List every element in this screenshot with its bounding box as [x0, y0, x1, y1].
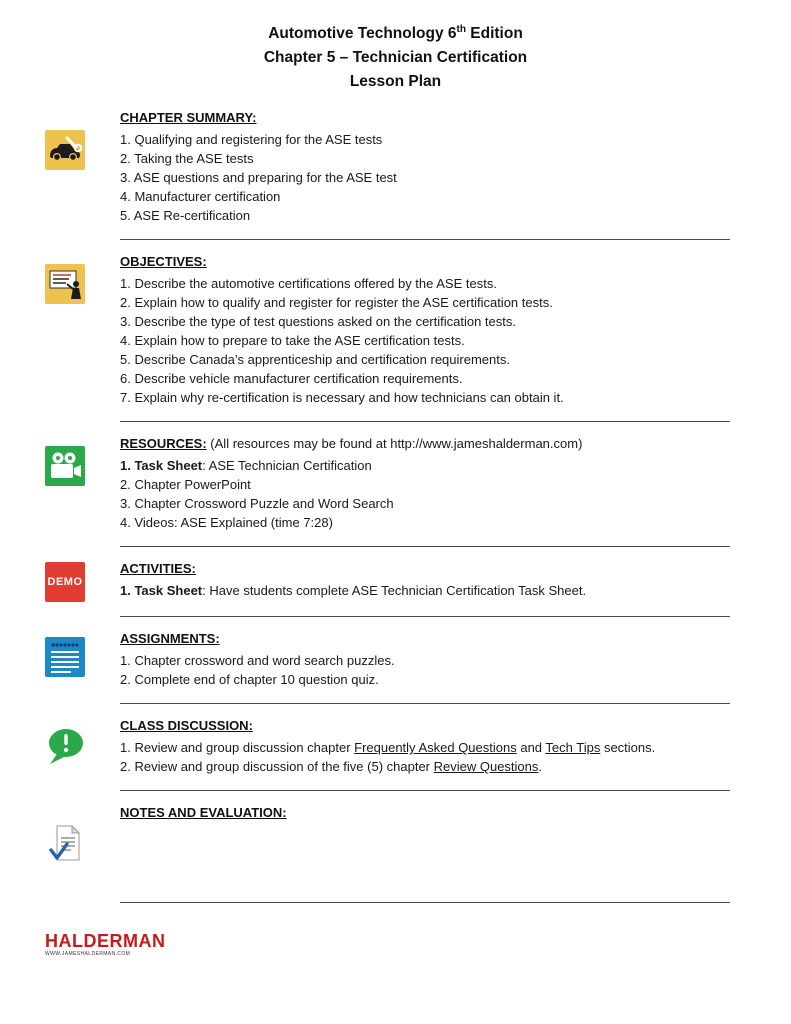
assignments-heading: ASSIGNMENTS: — [120, 631, 220, 647]
list-item: 6. Describe vehicle manufacturer certification requirements. — [120, 371, 463, 387]
assignments-content — [120, 629, 730, 689]
discussion-text: . — [538, 759, 543, 775]
document-footer — [45, 931, 791, 958]
section-resources — [0, 434, 791, 532]
icon-column — [0, 803, 120, 888]
resources-heading: RESOURCES: — [120, 436, 207, 452]
class-discussion-heading: CLASS DISCUSSION: — [120, 718, 253, 734]
tech-tips-link-text: Tech Tips — [545, 740, 601, 756]
section-divider — [120, 239, 730, 240]
task-sheet-text: : Have students complete ASE Technician Certification Task Sheet. — [202, 583, 587, 599]
objectives-content — [120, 252, 730, 407]
list-item: 3. ASE questions and preparing for the ASE test — [120, 170, 397, 186]
icon-column — [0, 559, 120, 602]
list-item: 3. Describe the type of test questions asked on the certification tests. — [120, 314, 516, 330]
icon-column — [0, 108, 120, 225]
class-discussion-content — [120, 716, 730, 776]
title-text: Automotive Technology 6 — [268, 25, 457, 43]
document-subtitle: Chapter 5 – Technician Certification — [263, 49, 528, 67]
car-repair-icon — [45, 130, 85, 170]
section-chapter-summary — [0, 108, 791, 225]
section-divider — [120, 421, 730, 422]
section-divider — [120, 546, 730, 547]
document-check-icon — [45, 823, 85, 863]
section-class-discussion — [0, 716, 791, 776]
demo-icon-box — [45, 562, 85, 602]
activities-content — [120, 559, 730, 602]
chapter-summary-heading: CHAPTER SUMMARY: — [120, 110, 257, 126]
document-title — [0, 18, 791, 46]
discussion-text: 2. Review and group discussion of the five (5) chapter — [120, 759, 434, 775]
list-item: 4. Videos: ASE Explained (time 7:28) — [120, 515, 333, 531]
section-assignments — [0, 629, 791, 689]
document-header — [0, 0, 791, 94]
list-item: 2. Taking the ASE tests — [120, 151, 254, 167]
section-activities — [0, 559, 791, 602]
list-item: 1. Qualifying and registering for the ASE tests — [120, 132, 383, 148]
notepad-icon — [45, 637, 85, 677]
review-questions-link-text: Review Questions — [433, 759, 539, 775]
list-item: 5. ASE Re-certification — [120, 208, 251, 224]
title-superscript: th — [456, 24, 466, 35]
demo-icon-label: DEMO — [47, 576, 83, 589]
task-sheet-text: : ASE Technician Certification — [202, 458, 372, 474]
section-objectives — [0, 252, 791, 407]
list-item: 7. Explain why re-certification is necessary and how technicians can obtain it. — [120, 390, 564, 406]
icon-column — [0, 629, 120, 689]
section-notes-evaluation — [0, 803, 791, 888]
presentation-board-icon — [45, 264, 85, 304]
list-item — [120, 456, 730, 475]
notes-content — [120, 803, 730, 888]
list-item — [120, 757, 730, 776]
list-item: 5. Describe Canada’s apprenticeship and certification requirements. — [120, 352, 510, 368]
objectives-heading: OBJECTIVES: — [120, 254, 207, 270]
activities-heading: ACTIVITIES: — [120, 561, 196, 577]
halderman-logo: HALDERMAN — [45, 931, 166, 952]
section-divider — [120, 703, 730, 704]
faq-link-text: Frequently Asked Questions — [354, 740, 517, 756]
icon-column — [0, 434, 120, 532]
icon-column — [0, 252, 120, 407]
list-item — [120, 738, 730, 757]
list-item: 4. Explain how to prepare to take the ASE certification tests. — [120, 333, 465, 349]
list-item: 2. Complete end of chapter 10 question quiz. — [120, 672, 379, 688]
list-item: 2. Chapter PowerPoint — [120, 477, 251, 493]
discussion-text: 1. Review and group discussion chapter — [120, 740, 355, 756]
demo-icon — [45, 562, 85, 602]
list-item: 1. Chapter crossword and word search puzzles. — [120, 653, 395, 669]
task-sheet-label: 1. Task Sheet — [120, 458, 203, 474]
video-camera-icon — [45, 446, 85, 486]
chapter-summary-content — [120, 108, 730, 225]
list-item: 2. Explain how to qualify and register for register the ASE certification tests. — [120, 295, 553, 311]
halderman-logo-tagline: WWW.JAMESHALDERMAN.COM — [45, 951, 131, 958]
icon-column — [0, 716, 120, 776]
list-item — [120, 581, 730, 600]
discussion-text: and — [516, 740, 546, 756]
notes-heading: NOTES AND EVALUATION: — [120, 805, 287, 821]
section-divider — [120, 902, 730, 903]
task-sheet-label: 1. Task Sheet — [120, 583, 203, 599]
resources-content — [120, 434, 730, 532]
list-item: 1. Describe the automotive certifications offered by the ASE tests. — [120, 276, 497, 292]
list-item: 4. Manufacturer certification — [120, 189, 281, 205]
document-plan-title: Lesson Plan — [349, 73, 442, 91]
list-item: 3. Chapter Crossword Puzzle and Word Search — [120, 496, 394, 512]
title-suffix: Edition — [465, 25, 523, 43]
resources-note: (All resources may be found at http://www.jameshalderman.com) — [206, 436, 583, 452]
section-divider — [120, 616, 730, 617]
speech-bubble-icon — [45, 726, 85, 766]
section-divider — [120, 790, 730, 791]
discussion-text: sections. — [600, 740, 656, 756]
